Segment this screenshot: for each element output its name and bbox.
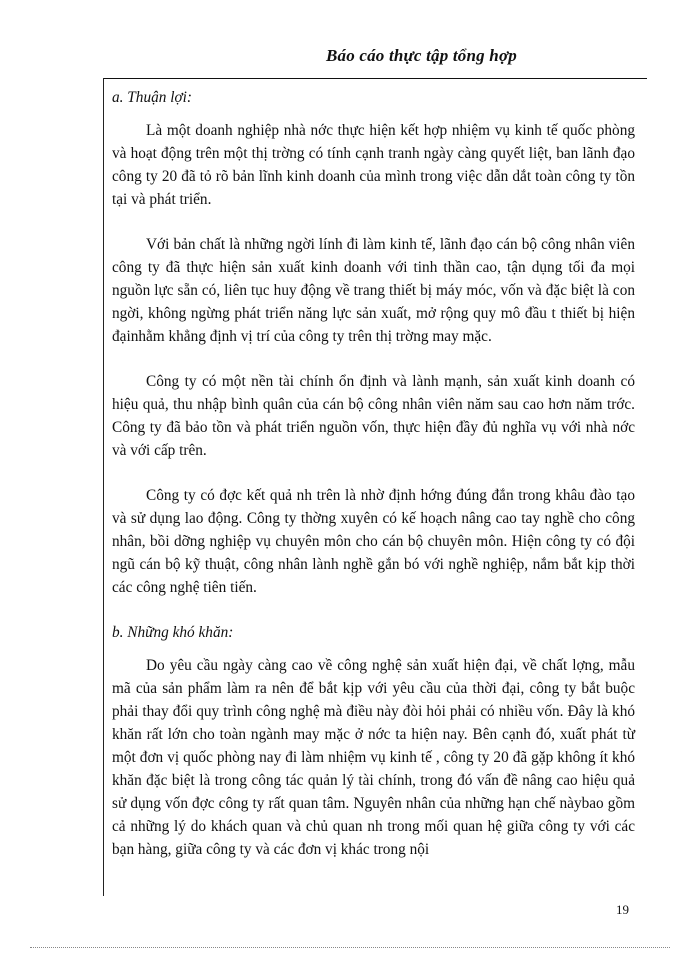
footer-dotted-rule (30, 947, 670, 948)
left-border-line (103, 78, 104, 896)
paragraph: Công ty có một nền tài chính ổn định và lành mạnh, sản xuất kinh doanh có hiệu quả, thu nhập bình quân của cán bộ công nhân viên năm sau cao hơn năm trớc. Công ty đã bảo tồn và phát triển nguồn vốn, thực hiện đầy đủ nghĩa vụ với nhà nớc và với cấp trên. (112, 373, 635, 459)
header-title: Báo cáo thực tập tổng hợp (325, 46, 517, 65)
paragraph: Là một doanh nghiệp nhà nớc thực hiện kết hợp nhiệm vụ kinh tế quốc phòng và hoạt động trên một thị trờng có tính cạnh tranh ngày càng quyết liệt, ban lãnh đạo công ty 20 đã tỏ rõ bản lĩnh kinh doanh của mình trong việc dẫn dắt toàn công ty tồn tại và phát triển. (112, 122, 635, 208)
header-rule (103, 78, 647, 79)
paragraph: Công ty có đợc kết quả nh trên là nhờ định hớng đúng đắn trong khâu đào tạo và sử dụng lao động. Công ty thờng xuyên có kế hoạch nâng cao tay nghề cho công nhân, bồi dỡng nghiệp vụ chuyên môn cho cán bộ chuyên môn. Hiện công ty có đội ngũ cán bộ kỹ thuật, công nhân lành nghề gắn bó với nghề nghiệp, nắm bắt kịp thời các công nghệ tiên tiến. (112, 487, 635, 596)
page-number: 19 (616, 902, 629, 917)
section-heading-advantages: a. Thuận lợi: (112, 89, 192, 106)
document-body (112, 86, 635, 883)
paragraph: Với bản chất là những ngời lính đi làm kinh tế, lãnh đạo cán bộ công nhân viên công ty đã thực hiện sản xuất kinh doanh với tinh thần cao, tận dụng tối đa mọi nguồn lực sẵn có, liên tục huy động về trang thiết bị máy móc, vốn và đặc biệt là con ngời, không ngừng phát triển năng lực sản xuất, mở rộng quy mô đầu t thiết bị hiện đạinhằm khẳng định vị trí của công ty trên thị trờng may mặc. (112, 236, 635, 345)
section-heading-difficulties: b. Những khó khăn: (112, 624, 234, 641)
paragraph: Do yêu cầu ngày càng cao về công nghệ sản xuất hiện đại, về chất lợng, mẫu mã của sản phẩm làm ra nên để bắt kịp với yêu cầu của thời đại, công ty bắt buộc phải thay đổi quy trình công nghệ mà điều này đòi hỏi phải có nhiều vốn. Đây là khó khăn rất lớn cho toàn ngành may mặc ở nớc ta hiện nay. Bên cạnh đó, xuất phát từ một đơn vị quốc phòng nay đi làm nhiệm vụ kinh tế , công ty 20 đã gặp không ít khó khăn đặc biệt là trong công tác quản lý tài chính, trong đó vấn đề nâng cao hiệu quả sử dụng vốn đợc công ty rất quan tâm. Nguyên nhân của những hạn chế nàybao gồm cả những lý do khách quan và chủ quan nh trong mối quan hệ giữa công ty với các bạn hàng, giữa công ty và các đơn vị khác trong nội (112, 657, 635, 858)
